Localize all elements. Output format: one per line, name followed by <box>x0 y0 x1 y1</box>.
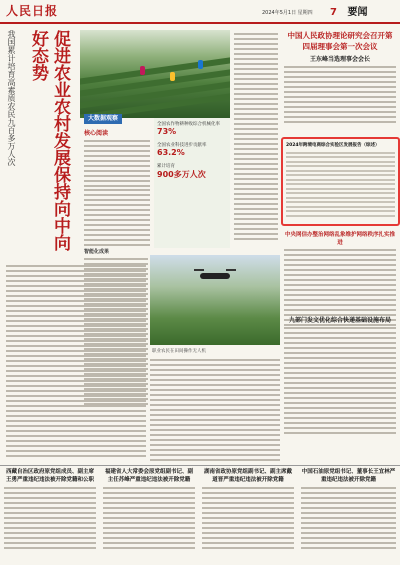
bottom-article-2 <box>103 468 195 563</box>
page-indicator <box>330 3 367 18</box>
sidebar-lower-title[interactable]: 九部门发文优化综合快递基础设施布局 <box>288 317 391 324</box>
sidebar-top-title[interactable]: 中国人民政协理论研究会召开第四届理事会第一次会议 <box>287 31 393 51</box>
page-section: 要闻 <box>347 7 368 18</box>
bottom-article-3 <box>202 468 294 563</box>
lead-headline[interactable]: 促进农业农村发展保持向中向好态势 <box>28 30 70 251</box>
stats-panel <box>154 118 230 248</box>
drone-caption: 职业农民在田间操作无人机 <box>152 349 206 354</box>
newspaper-logo: 人民日报 <box>6 4 59 18</box>
bottom-article-4-title[interactable]: 中国石油原党组书记、董事长王宜林严重违纪违法被开除党籍 <box>301 469 396 483</box>
bottom-article-1 <box>4 468 96 563</box>
bottom-divider <box>0 465 400 466</box>
stat-c-value: 900多万人次 <box>157 170 206 179</box>
big-data-badge: 大数据观察 <box>84 114 122 124</box>
sidebar-top-subtitle: 王东峰当选理事会会长 <box>309 56 370 63</box>
core-reading-text-2 <box>84 186 150 249</box>
masthead <box>0 0 400 22</box>
mid-body-text <box>84 248 148 408</box>
core-reading-heading: 核心阅读 <box>84 130 109 137</box>
bottom-article-3-title[interactable]: 湖南省政协原党组副书记、副主席戴道晋严重违纪违法被开除党籍 <box>203 469 292 483</box>
lead-subheadline: 我国累计培育高素质农民九百多万人次 <box>7 30 16 166</box>
sidebar-lower-article <box>284 315 396 437</box>
issue-date: 2024年5月1日 星期四 <box>262 10 313 16</box>
drone-photo <box>150 255 280 345</box>
stat-b-label: 全国农业科技进步贡献率 <box>157 143 207 148</box>
highlighted-article[interactable] <box>281 137 400 226</box>
stat-a-label: 全国农作物耕种收综合机械化率 <box>157 122 220 127</box>
highlighted-title[interactable]: 2024年跨境电商综合实验区发展报告（综述） <box>286 143 380 148</box>
mid-subheading: 智能化成果 <box>84 249 110 255</box>
page-number: 7 <box>330 7 337 18</box>
lower-mid-text <box>150 356 280 464</box>
bottom-article-1-title[interactable]: 西藏自治区政府原党组成员、副主席王勇严重违纪违法被开除党籍和公职 <box>5 469 94 483</box>
sidebar-top-article <box>284 30 396 126</box>
stat-a-value: 73% <box>157 127 177 136</box>
stat-c-label: 累计培育 <box>157 164 175 169</box>
middle-right-text <box>234 30 278 243</box>
bottom-article-4 <box>301 468 396 563</box>
tea-field-photo <box>80 30 230 118</box>
masthead-rule <box>0 22 400 24</box>
core-reading-text <box>84 137 150 190</box>
stat-b-value: 63.2% <box>157 148 185 157</box>
sidebar-mid-title[interactable]: 中央网信办整治网络乱象维护网络秩序扎实推进 <box>284 232 395 246</box>
bottom-article-2-title[interactable]: 福建省人大常委会原党组副书记、副主任苏峰严重违纪违法被开除党籍 <box>104 469 193 483</box>
lead-body-text <box>6 262 78 460</box>
